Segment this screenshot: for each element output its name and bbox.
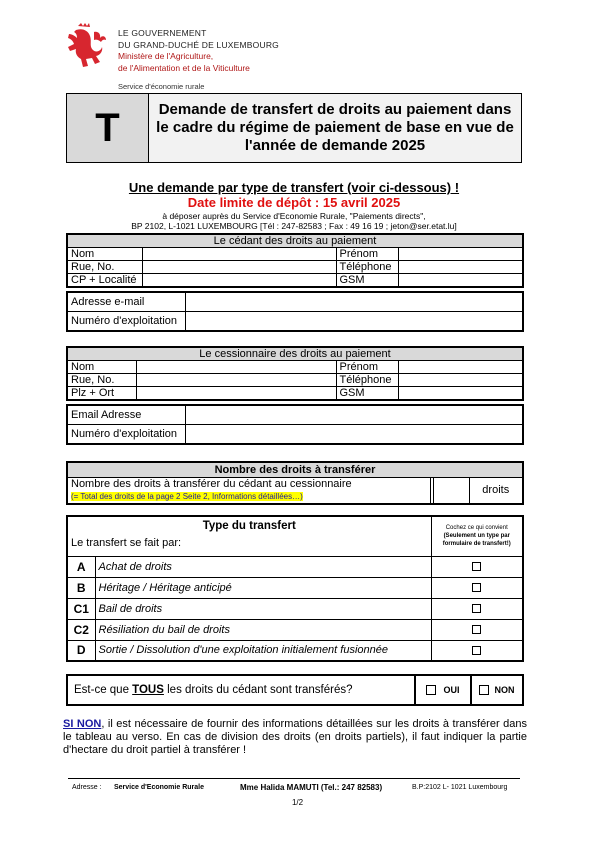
type-check-cell-b	[431, 577, 523, 598]
type-code-c1: C1	[67, 598, 95, 619]
question-text	[67, 675, 415, 705]
cedant-rue-label: Rue, No.	[67, 261, 142, 274]
footer-service: Service d'Economie Rurale	[114, 784, 204, 791]
form-title: Demande de transfert de droits au paiement dans le cadre du régime de paiement de base en vue de l'année de demande 2025	[149, 94, 521, 162]
cedant-rue-field[interactable]	[142, 261, 336, 274]
cedant-cp-field[interactable]	[142, 274, 336, 288]
type-checkbox-c2[interactable]	[472, 625, 481, 634]
question-emphasis: TOUS	[132, 684, 164, 696]
non-cell	[471, 675, 523, 705]
nombre-droits-field[interactable]	[433, 477, 469, 504]
gov-line-3: Ministère de l'Agriculture,	[118, 51, 214, 61]
footer-divider	[68, 778, 520, 779]
nombre-heading: Nombre des droits à transférer	[67, 462, 523, 477]
cedant-contact-table	[66, 291, 524, 332]
cess-plz-field[interactable]	[136, 387, 336, 401]
gov-line-4: de l'Alimentation et de la Viticulture	[118, 62, 250, 73]
gov-line-2: DU GRAND-DUCHÉ DE LUXEMBOURG	[118, 39, 279, 50]
non-label: NON	[494, 685, 515, 695]
cess-prenom-label: Prénom	[336, 361, 398, 374]
cedant-telephone-label: Téléphone	[336, 261, 398, 274]
type-check-cell-c2	[431, 619, 523, 640]
footer-bp: B.P:2102 L- 1021 Luxembourg	[412, 784, 508, 791]
cess-nom-field[interactable]	[136, 361, 336, 374]
cedant-heading: Le cédant des droits au paiement	[67, 234, 523, 248]
type-label-a: Achat de droits	[95, 556, 431, 577]
type-checkbox-d[interactable]	[472, 646, 481, 655]
cedant-cp-label: CP + Localité	[67, 274, 142, 288]
cess-telephone-field[interactable]	[398, 374, 523, 387]
type-heading-cell	[67, 516, 431, 556]
type-code-b: B	[67, 577, 95, 598]
oui-cell	[415, 675, 471, 705]
cedant-nom-label: Nom	[67, 248, 142, 261]
form-letter: T	[67, 94, 149, 162]
type-label-c1: Bail de droits	[95, 598, 431, 619]
gov-line-1: LE GOUVERNEMENT	[118, 28, 207, 38]
cess-email-field[interactable]	[185, 405, 523, 424]
address-line-2: BP 2102, L-1021 LUXEMBOURG [Tél : 247-82583 ; Fax : 49 16 19 ; jeton@ser.etat.lu]	[131, 221, 457, 231]
page-number: 1/2	[291, 798, 304, 807]
cochez-note: (Seulement un type par formulaire de transfert!)	[442, 533, 511, 548]
cessionnaire-table	[66, 346, 524, 401]
footer-contact: Mme Halida MAMUTI (Tel.: 247 82583)	[240, 783, 383, 792]
nombre-unit: droits	[469, 477, 523, 504]
type-heading: Type du transfert	[202, 520, 296, 532]
non-checkbox[interactable]	[479, 685, 489, 695]
nombre-label-cell	[67, 477, 430, 504]
cess-nom-label: Nom	[67, 361, 136, 374]
type-checkbox-a[interactable]	[472, 562, 481, 571]
submission-address	[60, 211, 528, 231]
cedant-telephone-field[interactable]	[398, 261, 523, 274]
footer-adresse-label: Adresse :	[72, 784, 102, 791]
type-label-c2: Résiliation du bail de droits	[95, 619, 431, 640]
type-transfert-table	[66, 515, 524, 662]
type-code-a: A	[67, 556, 95, 577]
oui-label: OUI	[443, 685, 460, 695]
cochez-label: Cochez ce qui convient	[445, 525, 508, 532]
cess-rue-field[interactable]	[136, 374, 336, 387]
type-check-cell-d	[431, 640, 523, 661]
type-label-b: Héritage / Héritage anticipé	[95, 577, 431, 598]
cedant-email-field[interactable]	[185, 292, 523, 311]
service-name: Service d'économie rurale	[118, 82, 205, 91]
cess-plz-label: Plz + Ort	[67, 387, 136, 401]
cedant-nom-field[interactable]	[142, 248, 336, 261]
cess-prenom-field[interactable]	[398, 361, 523, 374]
nombre-table	[66, 461, 524, 505]
type-label-d: Sortie / Dissolution d'une exploitation initialement fusionnée	[95, 640, 431, 661]
type-subheading: Le transfert se fait par:	[71, 537, 182, 549]
cess-rue-label: Rue, No.	[67, 374, 136, 387]
deadline: Date limite de dépôt : 15 avril 2025	[187, 195, 401, 210]
nombre-label: Nombre des droits à transférer du cédant au cessionnaire	[71, 477, 352, 490]
si-non-text: , il est nécessaire de fournir des informations détaillées sur les droits à transférer dans le tableau au verso. En cas de division des droits (en droits partiels), il faut indiquer la partie d'hectare du droit partiel à transférer !	[63, 718, 527, 756]
cess-contact-table	[66, 404, 524, 445]
cochez-cell	[431, 516, 523, 556]
type-checkbox-b[interactable]	[472, 583, 481, 592]
title-box	[66, 93, 522, 163]
si-non-lead: SI NON	[63, 718, 102, 730]
one-request-notice: Une demande par type de transfert (voir ci-dessous) !	[128, 180, 460, 195]
cedant-table	[66, 233, 524, 288]
cedant-gsm-label: GSM	[336, 274, 398, 288]
luxembourg-lion-logo	[64, 22, 108, 68]
cedant-exploitation-label: Numéro d'exploitation	[67, 311, 185, 331]
cess-exploitation-field[interactable]	[185, 424, 523, 444]
cessionnaire-heading: Le cessionnaire des droits au paiement	[67, 347, 523, 361]
cess-telephone-label: Téléphone	[336, 374, 398, 387]
cess-gsm-label: GSM	[336, 387, 398, 401]
cess-exploitation-label: Numéro d'exploitation	[67, 424, 185, 444]
question-prefix: Est-ce que	[74, 684, 133, 696]
type-code-c2: C2	[67, 619, 95, 640]
type-check-cell-a	[431, 556, 523, 577]
cedant-prenom-field[interactable]	[398, 248, 523, 261]
cedant-gsm-field[interactable]	[398, 274, 523, 288]
question-suffix: les droits du cédant sont transférés?	[163, 684, 353, 696]
cess-email-label: Email Adresse	[67, 405, 185, 424]
cedant-exploitation-field[interactable]	[185, 311, 523, 331]
nombre-note: (= Total des droits de la page 2 Seite 2, Informations détaillées…)	[71, 491, 303, 501]
question-table	[66, 674, 524, 706]
government-header	[118, 28, 279, 74]
address-line-1: à déposer auprès du Service d'Economie Rurale, "Paiements directs",	[162, 211, 426, 221]
cedant-email-label: Adresse e-mail	[67, 292, 185, 311]
oui-checkbox[interactable]	[426, 685, 436, 695]
type-check-cell-c1	[431, 598, 523, 619]
si-non-paragraph	[63, 718, 527, 757]
cedant-prenom-label: Prénom	[336, 248, 398, 261]
cess-gsm-field[interactable]	[398, 387, 523, 401]
type-code-d: D	[67, 640, 95, 661]
type-checkbox-c1[interactable]	[472, 604, 481, 613]
